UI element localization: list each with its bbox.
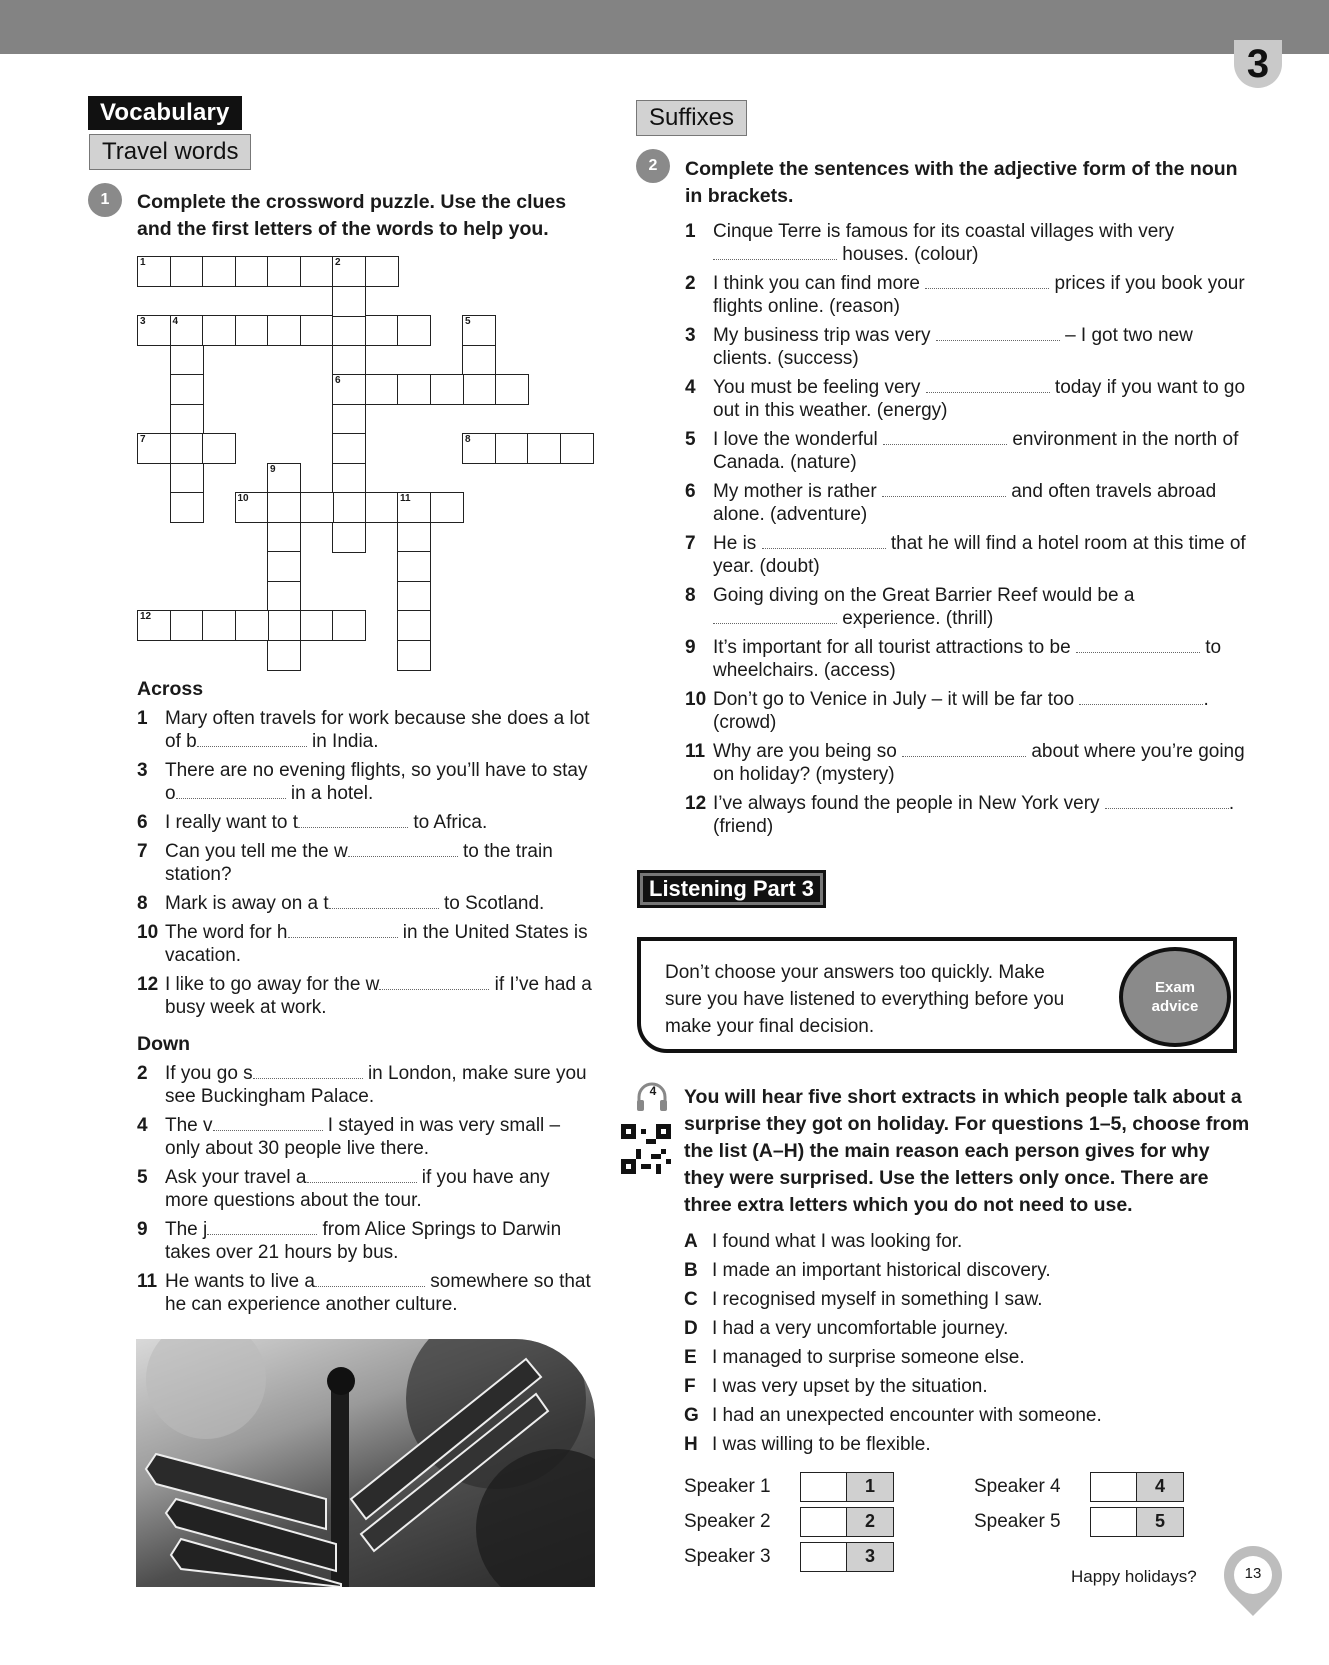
crossword-cell[interactable]: [267, 256, 301, 287]
across-clue: [137, 840, 597, 886]
down-clue-text: [165, 1218, 597, 1264]
answer-blank[interactable]: [926, 378, 1050, 393]
crossword-clue-number: 7: [140, 434, 146, 445]
crossword-cell[interactable]: [462, 374, 496, 405]
crossword-cell[interactable]: [462, 433, 496, 464]
listening-options: [684, 1230, 1244, 1462]
down-clue-after: if you have any more questions about the tour.: [165, 1167, 550, 1211]
down-clue-number: 9: [137, 1219, 148, 1240]
across-clue-text: [165, 840, 597, 886]
speaker-label: Speaker 1: [684, 1476, 771, 1497]
across-clue: [137, 973, 597, 1019]
down-clue-number: 5: [137, 1167, 148, 1188]
suffix-sentence-after: experience. (thrill): [837, 608, 994, 629]
suffix-sentence-text: [713, 324, 1255, 370]
suffix-sentence-number: 3: [685, 325, 696, 346]
crossword-clue-number: 1: [140, 257, 146, 268]
crossword-cell[interactable]: [202, 256, 236, 287]
speaker-answer-box[interactable]: [1090, 1472, 1184, 1502]
qr-code-icon[interactable]: [621, 1124, 671, 1174]
listening-option: [684, 1375, 1244, 1398]
suffix-sentence: [685, 428, 1255, 474]
suffix-sentence: [685, 636, 1255, 682]
across-clue: [137, 707, 597, 753]
suffix-sentence-after: to wheelchairs. (access): [713, 637, 1222, 681]
crossword-clue-number: 11: [400, 493, 411, 504]
suffix-sentence: [685, 376, 1255, 422]
down-clue-before: The j: [165, 1219, 208, 1240]
crossword-cell[interactable]: [332, 610, 366, 641]
across-clue: [137, 759, 597, 805]
suffix-sentence-text: [713, 272, 1255, 318]
across-clue-after: in India.: [306, 731, 379, 752]
crossword-cell[interactable]: [495, 433, 529, 464]
crossword-cell[interactable]: [235, 315, 269, 346]
across-clue-number: 12: [137, 974, 159, 995]
suffix-sentence-after: and often travels abroad alone. (adventure): [713, 481, 1217, 525]
speaker-answer-box[interactable]: [800, 1542, 894, 1572]
crossword-clue-number: 9: [270, 463, 276, 475]
crossword-cell[interactable]: [300, 256, 334, 287]
across-clue-number: 3: [137, 760, 148, 781]
crossword-clue-number: 2: [335, 257, 341, 268]
crossword-cell[interactable]: [235, 610, 269, 641]
listening-option: [684, 1317, 1244, 1340]
exercise-2-instruction: Complete the sentences with the adjective form of the noun in brackets.: [685, 158, 1238, 207]
top-banner: [0, 0, 1329, 54]
crossword-cell[interactable]: [397, 492, 431, 523]
across-clue-text: [165, 707, 597, 753]
across-clue-number: 7: [137, 841, 148, 862]
answer-blank[interactable]: [315, 1272, 425, 1287]
suffix-sentence-after: . (friend): [713, 793, 1235, 837]
section-label-vocabulary: Vocabulary: [88, 96, 242, 130]
suffix-sentence: [685, 532, 1255, 578]
across-clue-after: to the train station?: [165, 841, 553, 885]
down-clue-number: 4: [137, 1115, 148, 1136]
suffix-sentence-number: 8: [685, 585, 696, 606]
speaker-label: Speaker 3: [684, 1546, 771, 1567]
crossword-cell[interactable]: [170, 404, 204, 435]
down-clue-after: in London, make sure you see Buckingham Palace.: [165, 1063, 587, 1107]
speaker-number: 3: [846, 1543, 893, 1571]
answer-blank[interactable]: [379, 975, 489, 990]
crossword-clue-number: 8: [465, 434, 471, 445]
across-clue-text: [165, 921, 597, 967]
crossword-cell[interactable]: [170, 492, 204, 523]
exam-advice-badge-line1: Exam: [1154, 979, 1196, 996]
option-letter: G: [684, 1405, 699, 1426]
across-clue-before: Mark is away on a t: [165, 893, 329, 914]
listening-option: [684, 1404, 1244, 1427]
suffix-sentence-number: 7: [685, 533, 696, 554]
listening-option: [684, 1230, 1244, 1253]
across-clue-text: [165, 811, 597, 834]
speaker-number: 5: [1136, 1508, 1183, 1536]
crossword-cell[interactable]: [137, 433, 171, 464]
crossword-cell[interactable]: [365, 492, 399, 523]
option-letter: D: [684, 1318, 698, 1339]
crossword-cell[interactable]: [267, 492, 301, 523]
option-text: I was very upset by the situation.: [712, 1376, 988, 1397]
option-text: I had a very uncomfortable journey.: [712, 1318, 1009, 1339]
option-letter: E: [684, 1347, 697, 1368]
speaker-label: Speaker 5: [974, 1511, 1061, 1532]
down-clue-text: [165, 1166, 597, 1212]
suffix-sentence-number: 10: [685, 689, 707, 710]
suffix-sentence-before: You must be feeling very: [713, 377, 926, 398]
exam-advice-badge: [1119, 947, 1231, 1047]
crossword-cell[interactable]: [332, 492, 366, 523]
option-text: I was willing to be flexible.: [712, 1434, 931, 1455]
suffix-sentence: [685, 220, 1255, 266]
crossword-cell[interactable]: [332, 256, 366, 287]
option-letter: C: [684, 1289, 698, 1310]
suffix-sentence-text: [713, 584, 1255, 630]
crossword-cell[interactable]: [202, 433, 236, 464]
across-clue-before: Mary often travels for work because she does a lot of b: [165, 708, 590, 752]
crossword-cell[interactable]: [267, 463, 301, 494]
down-clue-before: Ask your travel a: [165, 1167, 307, 1188]
suffix-sentence: [685, 792, 1255, 838]
suffix-sentence-text: [713, 792, 1255, 838]
suffix-sentence-before: I’ve always found the people in New York very: [713, 793, 1105, 814]
down-clue-after: somewhere so that he can experience another culture.: [165, 1271, 591, 1315]
answer-blank[interactable]: [348, 842, 458, 857]
speaker-answer-box[interactable]: [1090, 1507, 1184, 1537]
crossword-cell[interactable]: [560, 433, 594, 464]
track-number: 4: [649, 1084, 657, 1098]
answer-blank[interactable]: [1105, 794, 1229, 809]
answer-blank[interactable]: [925, 274, 1049, 289]
crossword-cell[interactable]: [235, 256, 269, 287]
crossword-cell[interactable]: [397, 581, 431, 612]
crossword-cell[interactable]: [300, 315, 334, 346]
crossword-clue-number: 6: [335, 375, 341, 386]
crossword-clue-number: 3: [140, 316, 146, 327]
crossword-cell[interactable]: [430, 374, 464, 405]
across-clue-text: [165, 892, 597, 915]
across-clue-before: Can you tell me the w: [165, 841, 348, 862]
suffix-sentence-text: [713, 740, 1255, 786]
answer-blank[interactable]: [1079, 690, 1203, 705]
answer-blank[interactable]: [307, 1168, 417, 1183]
answer-blank[interactable]: [936, 326, 1060, 341]
answer-blank[interactable]: [197, 732, 307, 747]
crossword-cell[interactable]: [137, 610, 171, 641]
down-clue-before: If you go s: [165, 1063, 253, 1084]
crossword-cell[interactable]: [397, 315, 431, 346]
speaker-answer-box[interactable]: [800, 1472, 894, 1502]
answer-blank[interactable]: [207, 1220, 317, 1235]
down-clue: [137, 1166, 597, 1212]
crossword-cell[interactable]: [267, 581, 301, 612]
suffix-sentence: [685, 688, 1255, 734]
suffix-sentence-number: 5: [685, 429, 696, 450]
down-clue: [137, 1114, 597, 1160]
speaker-label: Speaker 4: [974, 1476, 1061, 1497]
suffix-sentence-number: 6: [685, 481, 696, 502]
suffix-sentence-number: 11: [685, 741, 706, 762]
suffix-sentence-before: Going diving on the Great Barrier Reef would be a: [713, 585, 1135, 606]
crossword-cell[interactable]: [365, 315, 399, 346]
across-heading: Across: [137, 678, 204, 700]
suffix-sentence-before: My business trip was very: [713, 325, 936, 346]
suffix-sentence-after: . (crowd): [713, 689, 1209, 733]
listening-option: [684, 1259, 1244, 1282]
unit-title-footer: Happy holidays?: [1071, 1567, 1197, 1586]
suffix-sentence-text: [713, 428, 1255, 474]
suffix-sentence-before: Don’t go to Venice in July – it will be far too: [713, 689, 1080, 710]
speaker-answer-box[interactable]: [800, 1507, 894, 1537]
across-clue-number: 10: [137, 922, 159, 943]
crossword-clue-number: 4: [172, 316, 179, 327]
crossword-cell[interactable]: [365, 374, 399, 405]
suffix-sentence-before: He is: [713, 533, 762, 554]
exam-advice-box: [637, 937, 1237, 1053]
signpost-illustration: [136, 1339, 595, 1587]
across-clue: [137, 811, 597, 834]
crossword-cell[interactable]: [430, 492, 464, 523]
across-clue-before: I like to go away for the w: [165, 974, 380, 995]
suffix-sentence-before: I think you can find more: [713, 273, 926, 294]
speaker-label: Speaker 2: [684, 1511, 771, 1532]
suffix-sentence: [685, 584, 1255, 630]
across-clue-after: to Scotland.: [438, 893, 545, 914]
crossword-cell[interactable]: [332, 522, 366, 553]
signpost-photo: [136, 1339, 595, 1587]
unit-number-tab: 3: [1234, 40, 1282, 88]
crossword-cell[interactable]: [267, 522, 301, 553]
suffix-sentence-before: Why are you being so: [713, 741, 903, 762]
crossword-clue-number: 12: [140, 611, 152, 622]
section-label-listening: Listening Part 3: [637, 870, 826, 908]
crossword-cell[interactable]: [332, 463, 366, 494]
crossword-cell[interactable]: [202, 610, 236, 641]
speaker-number: 2: [846, 1508, 893, 1536]
option-text: I had an unexpected encounter with someone.: [712, 1405, 1102, 1426]
crossword-cell[interactable]: [397, 610, 431, 641]
option-text: I recognised myself in something I saw.: [712, 1289, 1043, 1310]
crossword-cell[interactable]: [170, 463, 204, 494]
suffix-sentence-before: It’s important for all tourist attractions to be: [713, 637, 1076, 658]
down-clue: [137, 1062, 597, 1108]
exam-advice-text: Don’t choose your answers too quickly. Make sure you have listened to everything before you make your final decision.: [665, 962, 1065, 1037]
crossword-cell[interactable]: [300, 610, 334, 641]
crossword-cell[interactable]: [170, 374, 204, 405]
across-clue-after: in the United States is vacation.: [165, 922, 588, 966]
suffix-sentence-number: 2: [685, 273, 696, 294]
speaker-number: 1: [846, 1473, 893, 1501]
crossword-cell[interactable]: [267, 640, 301, 671]
option-text: I made an important historical discovery.: [712, 1260, 1051, 1281]
crossword-cell[interactable]: [170, 345, 204, 376]
crossword-clue-number: 5: [465, 316, 471, 327]
speaker-number: 4: [1136, 1473, 1183, 1501]
crossword-cell[interactable]: [462, 345, 496, 376]
crossword-cell[interactable]: [462, 315, 496, 346]
suffix-sentence-before: Cinque Terre is famous for its coastal villages with very: [713, 221, 1175, 242]
crossword-cell[interactable]: [365, 256, 399, 287]
suffix-sentence-number: 1: [685, 221, 696, 242]
suffix-sentence-before: My mother is rather: [713, 481, 882, 502]
crossword-cell[interactable]: [170, 315, 204, 346]
down-clue-before: The v: [165, 1115, 213, 1136]
answer-blank[interactable]: [713, 245, 837, 260]
across-clue-before: There are no evening flights, so you’ll have to stay o: [165, 760, 588, 804]
suffix-sentence-text: [713, 480, 1255, 526]
across-clue-text: [165, 973, 597, 1019]
answer-blank[interactable]: [298, 813, 408, 828]
exam-advice-badge-line2: advice: [1151, 998, 1199, 1015]
suffix-sentence-after: houses. (colour): [837, 244, 979, 265]
listening-option: [684, 1346, 1244, 1369]
across-clue-after: to Africa.: [408, 812, 488, 833]
crossword-cell[interactable]: [332, 404, 366, 435]
suffix-sentence-text: [713, 376, 1255, 422]
crossword-cell[interactable]: [267, 551, 301, 582]
across-clue-after: if I’ve had a busy week at work.: [165, 974, 592, 1018]
subsection-label-travel-words: Travel words: [89, 134, 251, 170]
down-clue-text: [165, 1114, 597, 1160]
answer-blank[interactable]: [288, 923, 398, 938]
suffix-sentence: [685, 740, 1255, 786]
suffix-sentence: [685, 324, 1255, 370]
listening-option: [684, 1433, 1244, 1456]
crossword-cell[interactable]: [300, 492, 334, 523]
crossword-cell[interactable]: [332, 374, 366, 405]
option-letter: B: [684, 1260, 698, 1281]
suffix-sentence-number: 9: [685, 637, 696, 658]
crossword-cell[interactable]: [397, 374, 431, 405]
across-clue-before: I really want to t: [165, 812, 299, 833]
across-clues: [137, 678, 597, 1322]
across-clue-before: The word for h: [165, 922, 288, 943]
crossword-cell[interactable]: [332, 345, 366, 376]
across-clue-number: 8: [137, 893, 148, 914]
across-clue-number: 6: [137, 812, 148, 833]
suffix-sentence-after: – I got two new clients. (success): [713, 325, 1193, 369]
option-text: I found what I was looking for.: [712, 1231, 963, 1252]
suffix-sentences: [685, 220, 1255, 844]
down-clue-text: [165, 1270, 597, 1316]
suffix-sentence-after: environment in the north of Canada. (nature): [713, 429, 1239, 473]
answer-blank[interactable]: [176, 784, 286, 799]
down-clue-text: [165, 1062, 597, 1108]
answer-blank[interactable]: [329, 894, 439, 909]
crossword-cell[interactable]: [235, 492, 269, 523]
suffix-sentence-text: [713, 636, 1255, 682]
crossword-cell[interactable]: [397, 551, 431, 582]
section-label-suffixes: Suffixes: [636, 100, 747, 136]
answer-blank[interactable]: [762, 534, 886, 549]
suffix-sentence-before: I love the wonderful: [713, 429, 884, 450]
across-clue: [137, 921, 597, 967]
crossword-cell[interactable]: [332, 315, 366, 346]
crossword-cell[interactable]: [267, 610, 301, 641]
down-clue: [137, 1218, 597, 1264]
suffix-sentence-number: 12: [685, 793, 707, 814]
down-clue-number: 2: [137, 1063, 148, 1084]
crossword-cell[interactable]: [332, 286, 366, 317]
down-heading: Down: [137, 1033, 191, 1055]
across-clue-number: 1: [137, 708, 148, 729]
crossword-cell[interactable]: [495, 374, 529, 405]
option-letter: H: [684, 1434, 698, 1455]
down-clue-number: 11: [137, 1271, 158, 1292]
suffix-sentence: [685, 480, 1255, 526]
answer-blank[interactable]: [882, 482, 1006, 497]
crossword-clue-number: 10: [237, 493, 249, 504]
option-letter: F: [684, 1376, 696, 1397]
answer-blank[interactable]: [213, 1116, 323, 1131]
suffix-sentence-text: [713, 532, 1255, 578]
crossword-cell[interactable]: [137, 256, 171, 287]
crossword-cell[interactable]: [397, 640, 431, 671]
suffix-sentence-after: today if you want to go out in this weather. (energy): [713, 377, 1246, 421]
listening-instruction: You will hear five short extracts in which people talk about a surprise they got on holiday. For questions 1–5, choose from the list (A–H) the main reason each person gives for why they were surprised. Use the letters only once. There are three extra letters which you do not need to use.: [684, 1086, 1250, 1216]
crossword-cell[interactable]: [170, 433, 204, 464]
listening-option: [684, 1288, 1244, 1311]
down-clue-after: from Alice Springs to Darwin takes over 21 hours by bus.: [165, 1219, 562, 1263]
crossword-cell[interactable]: [397, 522, 431, 553]
answer-blank[interactable]: [902, 742, 1026, 757]
suffix-sentence-after: about where you’re going on holiday? (mystery): [713, 741, 1245, 785]
page-number: 13: [1244, 1565, 1262, 1582]
suffix-sentence-text: [713, 688, 1255, 734]
crossword-cell[interactable]: [202, 315, 236, 346]
crossword-cell[interactable]: [170, 256, 204, 287]
suffix-sentence-text: [713, 220, 1255, 266]
answer-blank[interactable]: [253, 1064, 363, 1079]
down-clue: [137, 1270, 597, 1316]
exercise-number-badge: 1: [88, 183, 122, 217]
option-text: I managed to surprise someone else.: [712, 1347, 1025, 1368]
down-clue-before: He wants to live a: [165, 1271, 315, 1292]
suffix-sentence: [685, 272, 1255, 318]
answer-blank[interactable]: [1076, 638, 1200, 653]
crossword-cell[interactable]: [137, 315, 171, 346]
answer-blank[interactable]: [883, 430, 1007, 445]
crossword-cell[interactable]: [332, 433, 366, 464]
crossword-cell[interactable]: [267, 315, 301, 346]
across-clue-after: in a hotel.: [285, 783, 374, 804]
down-clue-after: I stayed in was very small – only about 30 people live there.: [165, 1115, 561, 1159]
crossword-cell[interactable]: [170, 610, 204, 641]
exercise-number-badge: 2: [636, 149, 670, 183]
suffix-sentence-after: that he will find a hotel room at this time of year. (doubt): [713, 533, 1246, 577]
exercise-1-instruction: Complete the crossword puzzle. Use the clues and the first letters of the words to help you.: [137, 191, 567, 240]
crossword-cell[interactable]: [527, 433, 561, 464]
suffix-sentence-after: prices if you book your flights online. (reason): [713, 273, 1245, 317]
option-letter: A: [684, 1231, 698, 1252]
suffix-sentence-number: 4: [685, 377, 696, 398]
across-clue: [137, 892, 597, 915]
answer-blank[interactable]: [713, 609, 837, 624]
across-clue-text: [165, 759, 597, 805]
